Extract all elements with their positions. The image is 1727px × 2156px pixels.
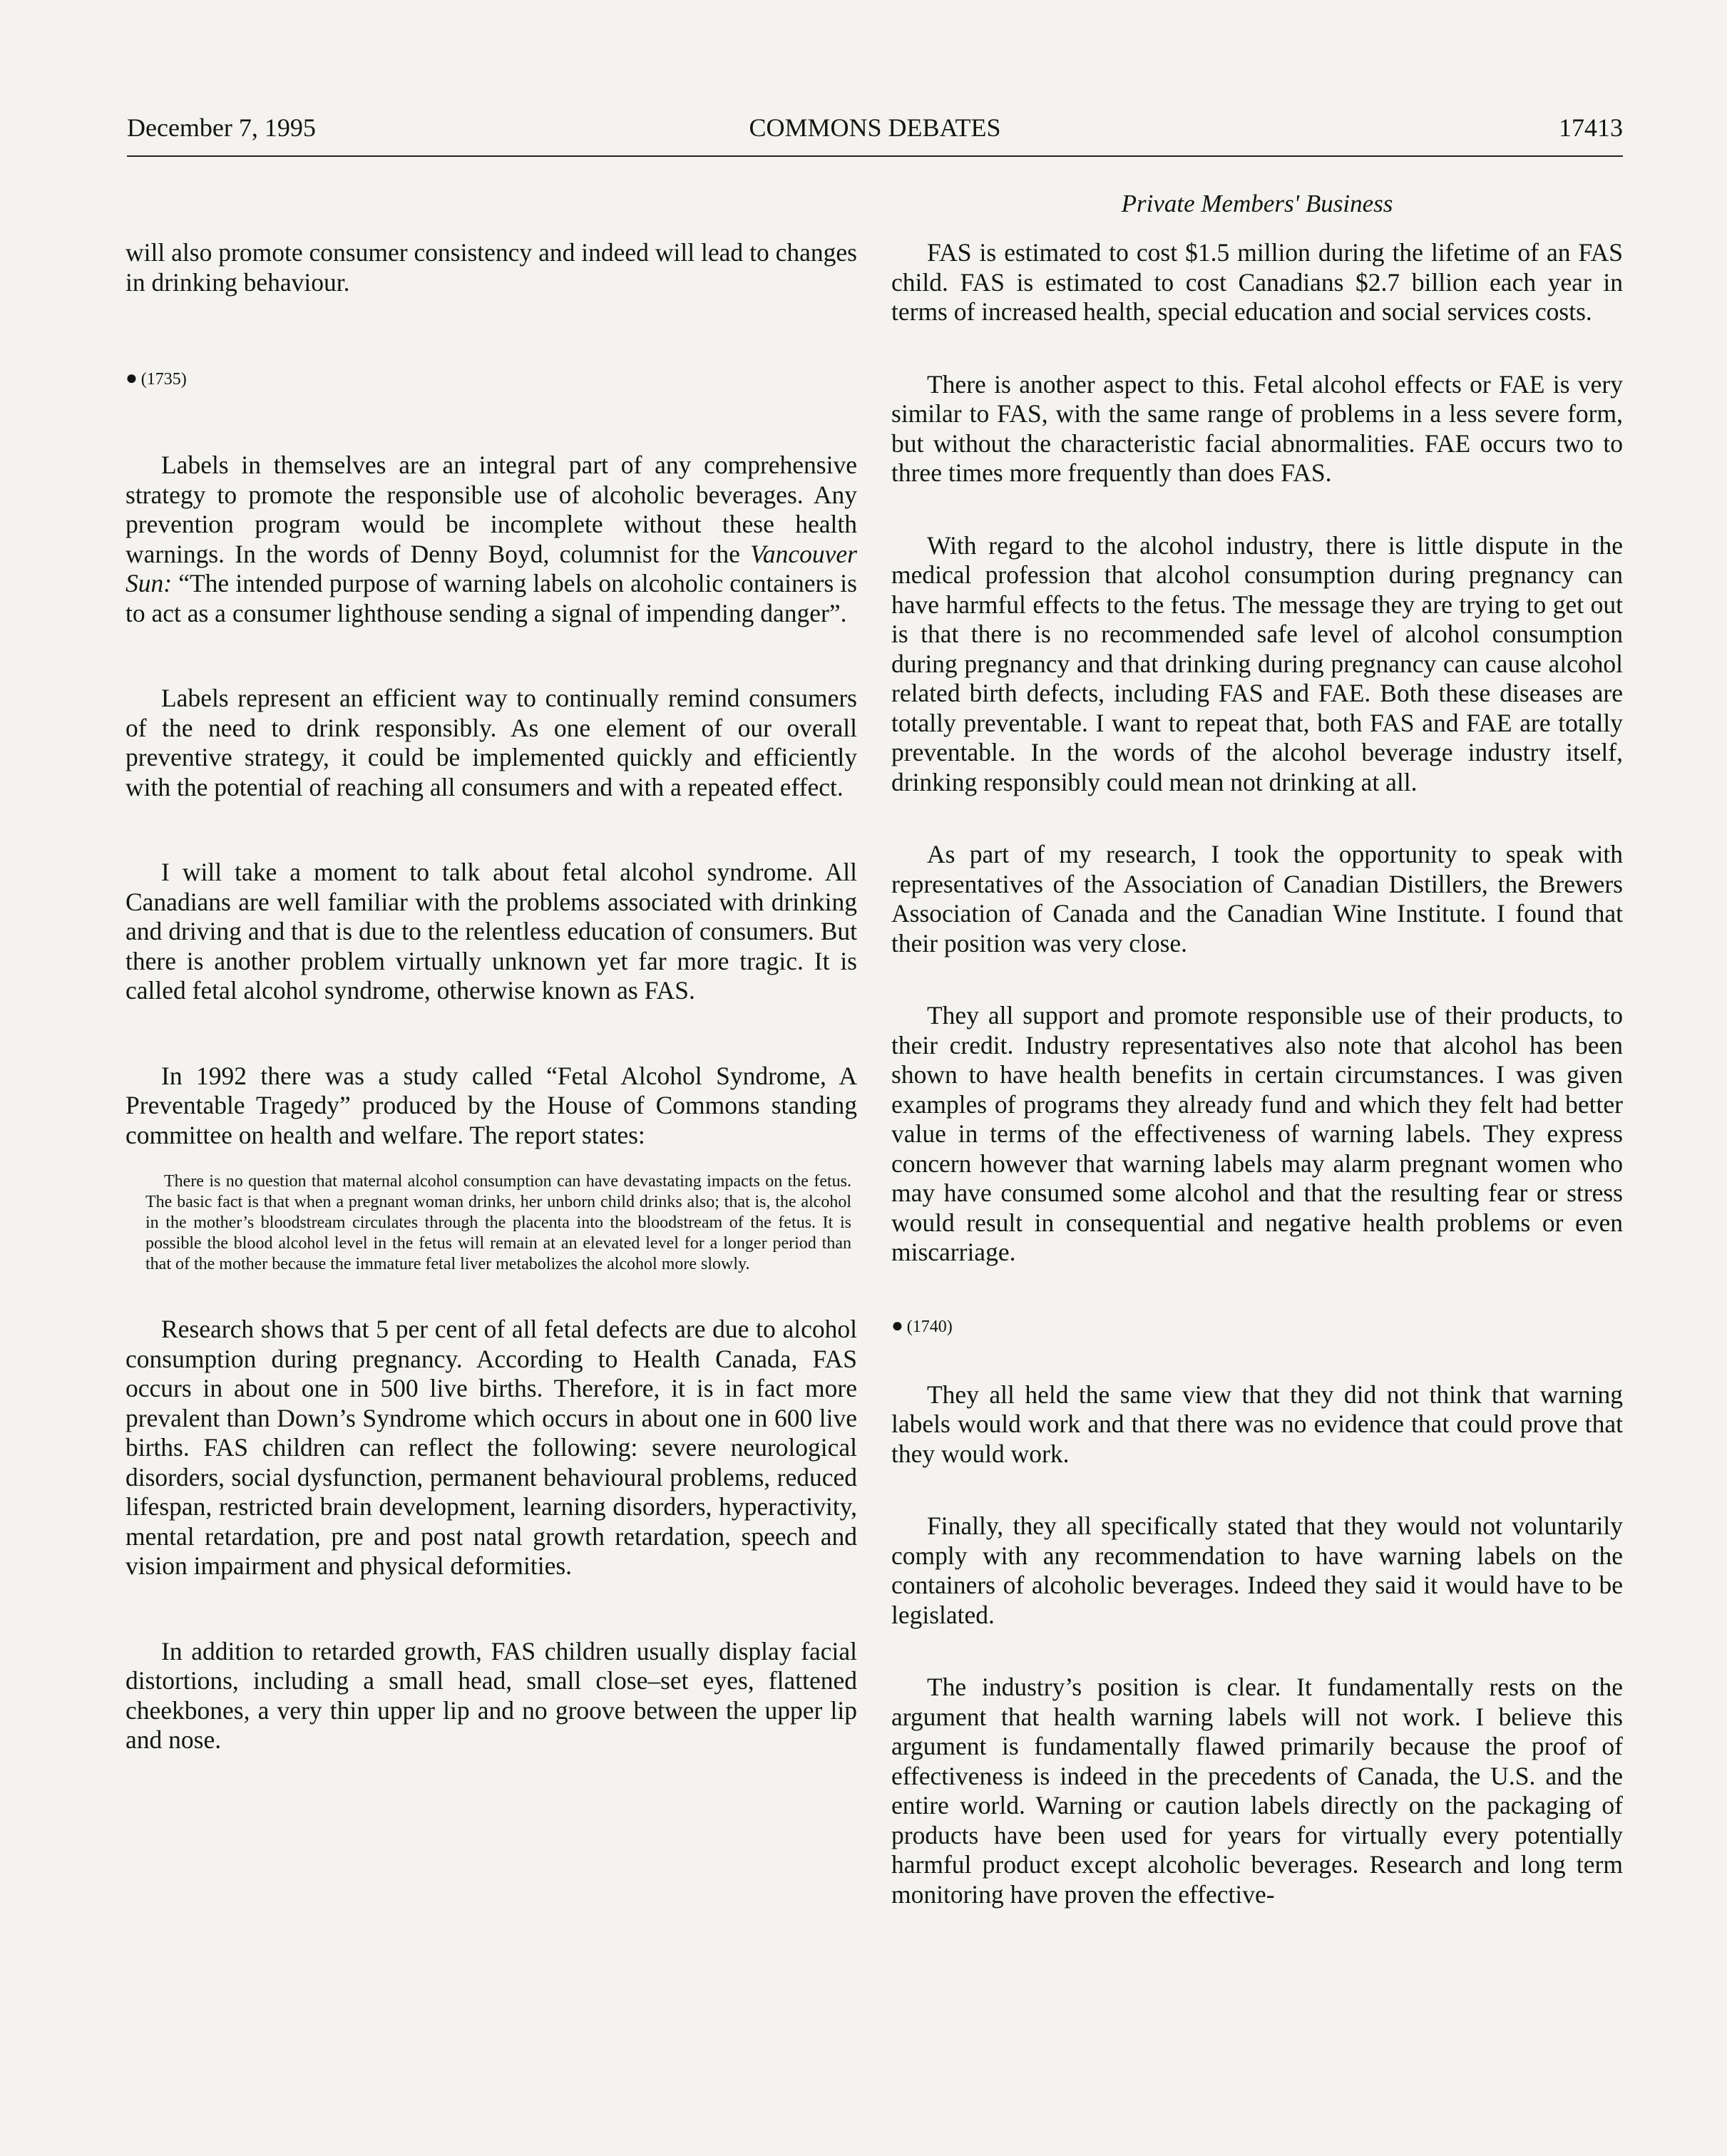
paragraph-text: “The intended purpose of warning labels on alcoholic containers is to act as a consumer lighthouse sending a signal of impending danger”. xyxy=(125,569,857,627)
publication-name: Vancouver Sun: xyxy=(125,539,857,597)
paragraph: FAS is estimated to cost $1.5 million during the lifetime of an FAS child. FAS is estimated to cost Canadians $2.7 billion each year in terms of increased health, special education and social services costs. xyxy=(891,238,1623,326)
time-marker-text: (1735) xyxy=(140,370,187,389)
block-quote: There is no question that maternal alcohol consumption can have devastating impacts on the fetus. The basic fact is that when a pregnant woman drinks, her unborn child drinks also; that is, the alcohol in the mother’s bloodstream circulates through the placenta into the bloodstream of the fetus. It is possible the blood alcohol level in the fetus will remain at an elevated level for a longer period than that of the mother because the immature fetal liver metabolizes the alcohol more slowly. xyxy=(145,1172,851,1273)
paragraph: Labels represent an efficient way to continually remind consumers of the need to drink responsibly. As one element of our overall preventive strategy, it could be implemented quickly and efficiently with the potential of reaching all consumers and with a repeated effect. xyxy=(125,684,857,801)
left-column xyxy=(125,235,857,1755)
paragraph: They all held the same view that they did not think that warning labels would work and that there was no evidence that could prove that they would work. xyxy=(891,1380,1623,1468)
paragraph-text: Labels in themselves are an integral part of any comprehensive strategy to promote the responsible use of alcoholic beverages. Any prevention program would be incomplete without these health warnings. In the words of Denny Boyd, columnist for the xyxy=(125,451,857,568)
paragraph: They all support and promote responsible use of their products, to their credit. Industry representatives also note that alcohol has been shown to have health benefits in certain circumstances. I was given examples of programs they already fund and which they felt had better value in terms of the effectiveness of warning labels. They express concern however that warning labels may alarm pregnant women who may have consumed some alcohol and that the resulting fear or stress would result in consequential and negative health problems or even miscarriage. xyxy=(891,1001,1623,1266)
paragraph: In 1992 there was a study called “Fetal Alcohol Syndrome, A Preventable Tragedy” produced by the House of Commons standing committee on health and welfare. The report states: xyxy=(125,1061,857,1149)
paragraph: The industry’s position is clear. It fundamentally rests on the argument that health warning labels will not work. I believe this argument is fundamentally flawed primarily because the proof of effectiveness is indeed in the precedents of Canada, the U.S. and the entire world. Warning or caution labels directly on the packaging of products have been used for years for virtually every potentially harmful product except alcoholic beverages. Research and long term monitoring have proven the effective- xyxy=(891,1673,1623,1909)
paragraph: I will take a moment to talk about fetal alcohol syndrome. All Canadians are well familiar with the problems associated with drinking and driving and that is due to the relentless education of consumers. But there is another problem virtually unknown yet far more tragic. It is called fetal alcohol syndrome, otherwise known as FAS. xyxy=(125,858,857,1005)
paragraph: With regard to the alcohol industry, there is little dispute in the medical profession that alcohol consumption during pregnancy can have harmful effects to the fetus. The message they are trying to get out is that there is no recommended safe level of alcohol consumption during pregnancy and that drinking during pregnancy can cause alcohol related birth defects, including FAS and FAE. Both these diseases are totally preventable. I want to repeat that, both FAS and FAE are totally preventable. In the words of the alcohol beverage industry itself, drinking responsibly could mean not drinking at all. xyxy=(891,530,1623,796)
paragraph: Research shows that 5 per cent of all fetal defects are due to alcohol consumption during pregnancy. According to Health Canada, FAS occurs in about one in 500 live births. Therefore, it is in fact more prevalent than Down’s Syndrome which occurs in about one in 600 live births. FAS children can reflect the following: severe neurological disorders, social dysfunction, permanent behavioural problems, reduced lifespan, restricted brain development, learning disorders, hyperactivity, mental retardation, pre and post natal growth retardation, speech and vision impairment and physical deformities. xyxy=(125,1315,857,1580)
header-page-number: 17413 xyxy=(1559,113,1623,142)
header-rule xyxy=(127,155,1623,157)
paragraph: Finally, they all specifically stated that they would not voluntarily comply with any recommendation to have warning labels on the containers of alcoholic beverages. Indeed they said it would have to be legislated. xyxy=(891,1511,1623,1629)
header-date: December 7, 1995 xyxy=(127,113,316,142)
paragraph: will also promote consumer consistency and indeed will lead to changes in drinking behaviour. xyxy=(125,238,857,297)
time-marker-text: (1740) xyxy=(906,1317,953,1336)
paragraph: In addition to retarded growth, FAS children usually display facial distortions, including a small head, small close–set eyes, flattened cheekbones, a very thin upper lip and no groove between the upper lip and nose. xyxy=(125,1636,857,1754)
bullet-icon: ● xyxy=(891,1314,903,1337)
paragraph: As part of my research, I took the opportunity to speak with representatives of the Association of Canadian Distillers, the Brewers Association of Canada and the Canadian Wine Institute. I found that their position was very close. xyxy=(891,840,1623,958)
bullet-icon: ● xyxy=(125,367,138,389)
time-marker xyxy=(125,367,857,390)
paragraph: There is another aspect to this. Fetal alcohol effects or FAE is very similar to FAS, with the same range of problems in a less severe form, but without the characteristic facial abnormalities. FAE occurs two to three times more frequently than does FAS. xyxy=(891,369,1623,487)
right-column xyxy=(891,235,1623,1909)
header-title: COMMONS DEBATES xyxy=(749,113,1001,142)
time-marker xyxy=(891,1315,1623,1338)
paragraph xyxy=(125,451,857,628)
page-header xyxy=(127,113,1623,155)
section-label: Private Members' Business xyxy=(1121,190,1393,217)
